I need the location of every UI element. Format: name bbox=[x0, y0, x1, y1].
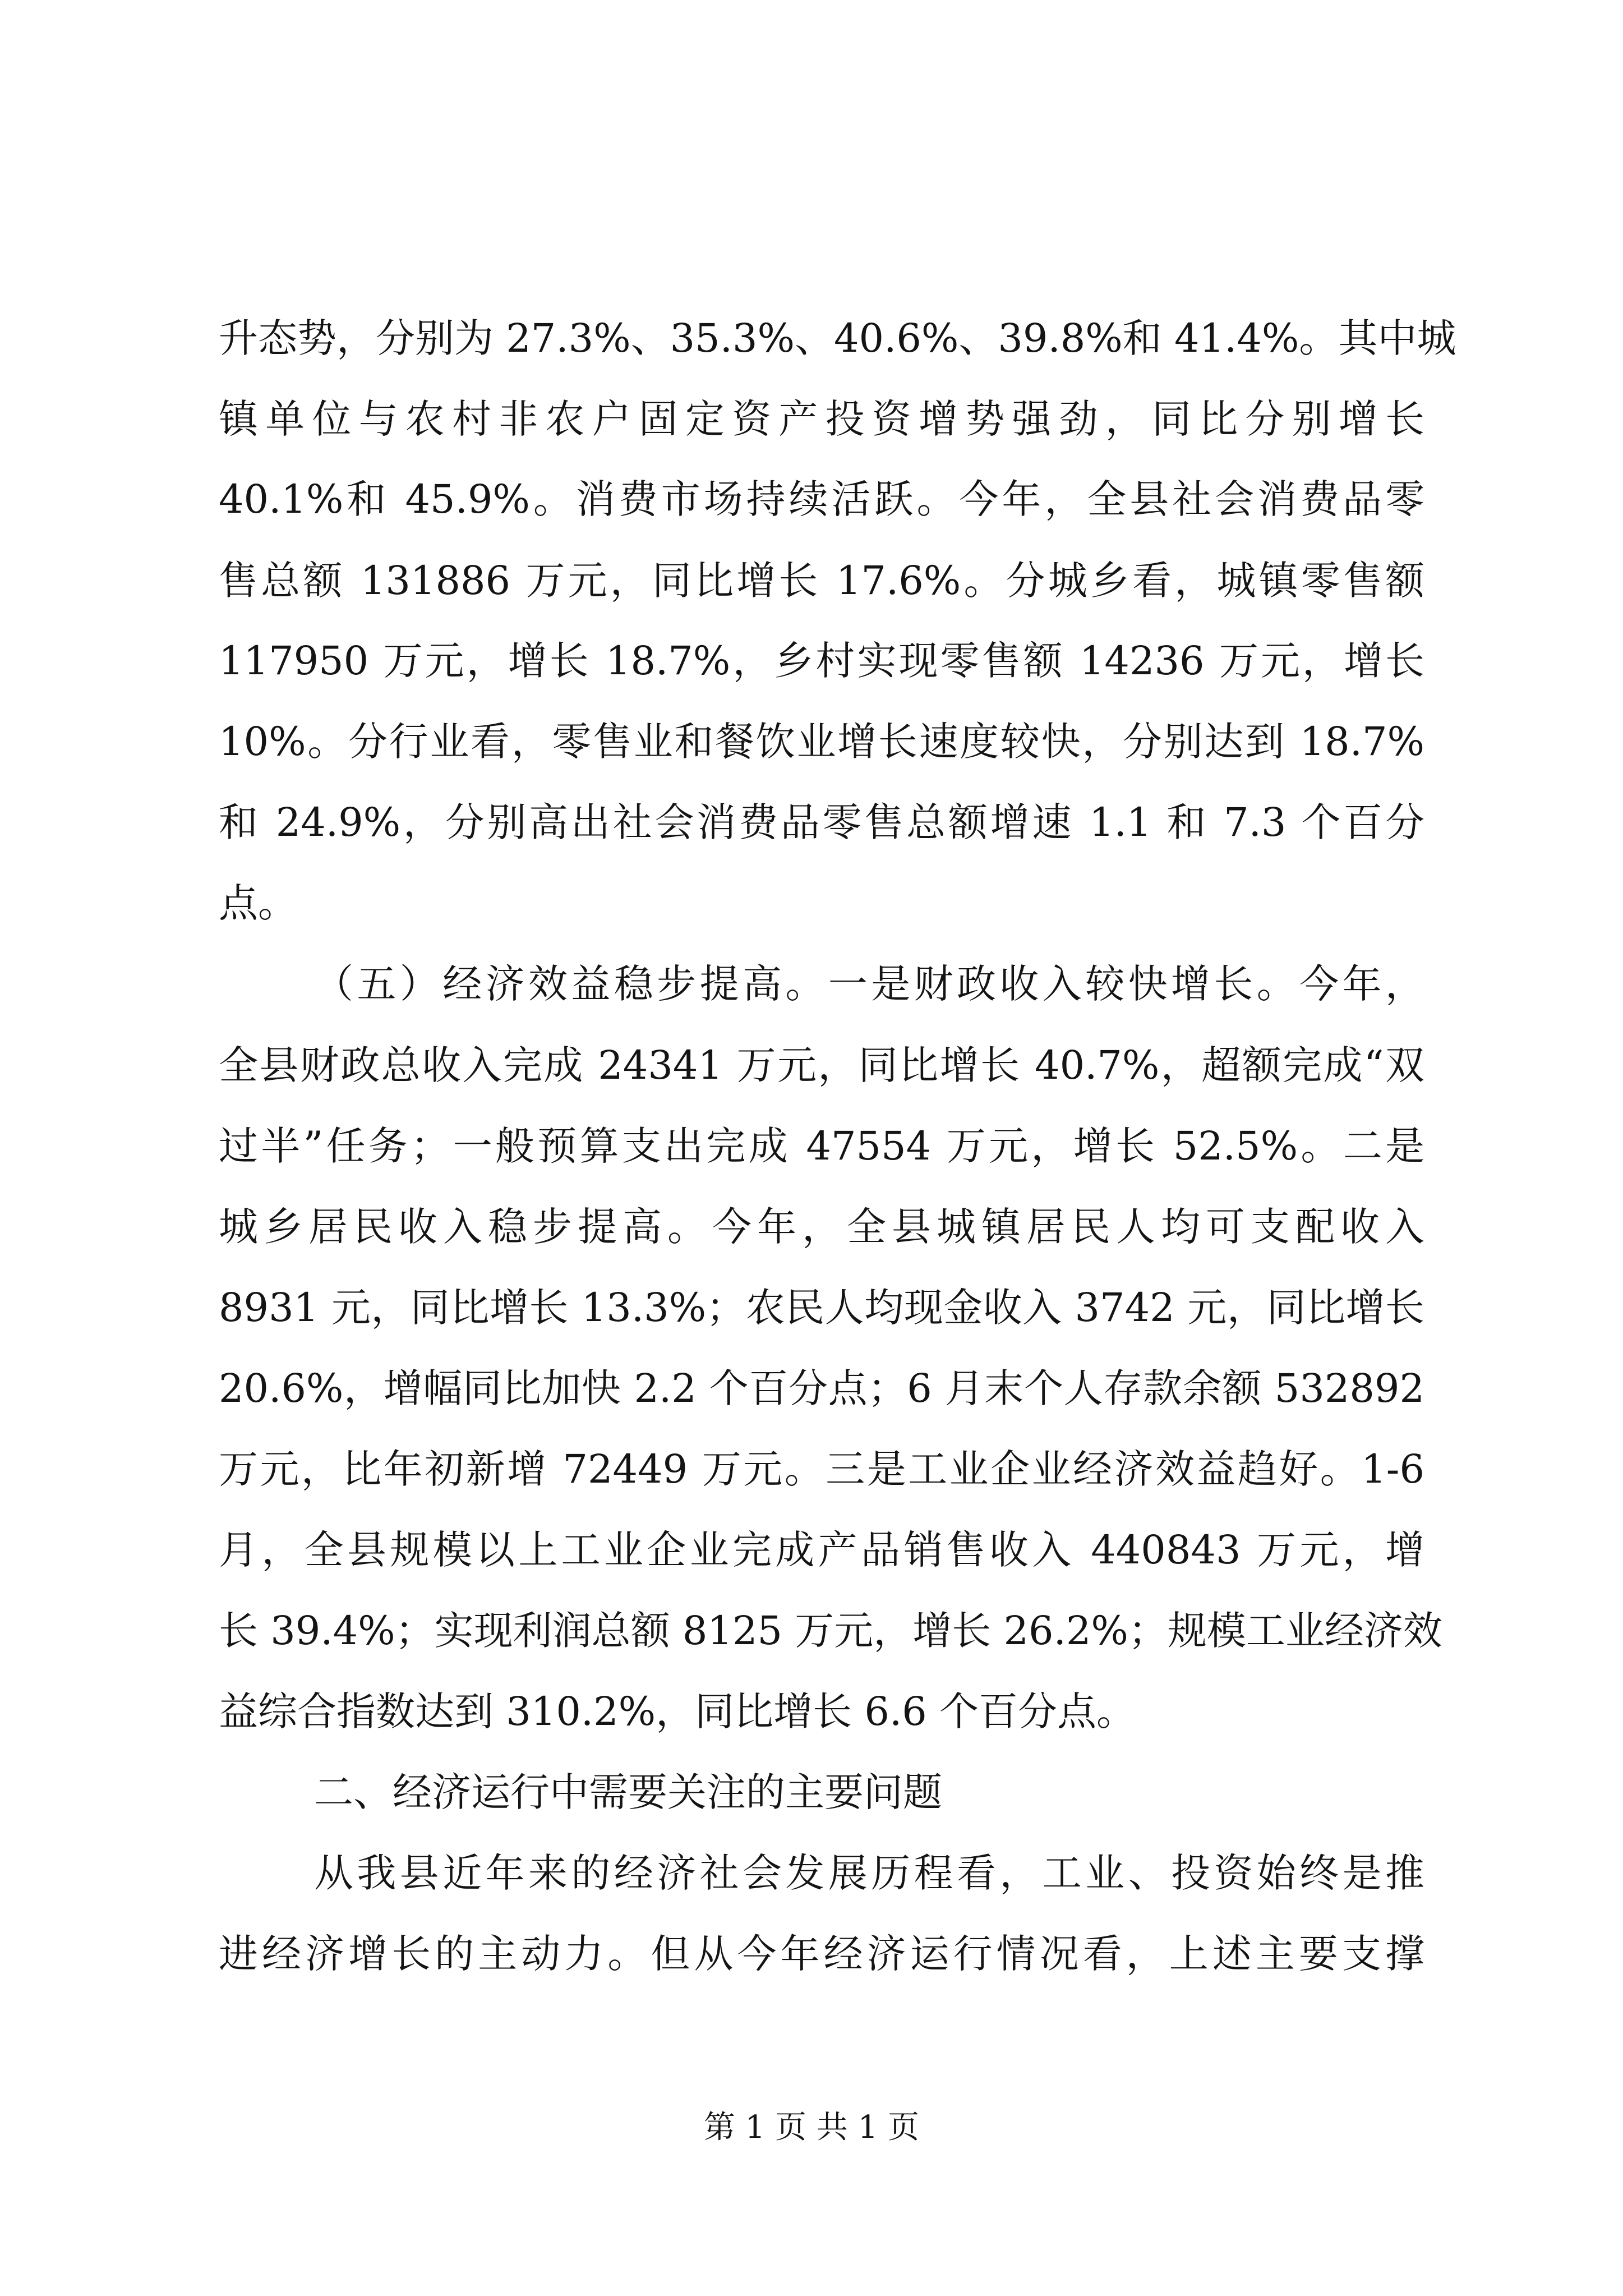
text-line: 城乡居民收入稳步提高。今年，全县城镇居民人均可支配收入 bbox=[219, 1204, 1424, 1250]
text-line: 益综合指数达到 310.2%，同比增长 6.6 个百分点。 bbox=[219, 1688, 1136, 1734]
text-line: 售总额 131886 万元，同比增长 17.6%。分城乡看，城镇零售额 bbox=[219, 558, 1424, 604]
text-line: 过半”任务；一般预算支出完成 47554 万元，增长 52.5%。二是 bbox=[219, 1123, 1424, 1169]
text-line: 20.6%，增幅同比加快 2.2 个百分点；6 月末个人存款余额 532892 bbox=[219, 1365, 1424, 1411]
text-line: 10%。分行业看，零售业和餐饮业增长速度较快，分别达到 18.7% bbox=[219, 719, 1424, 765]
text-line: 升态势，分别为 27.3%、35.3%、40.6%、39.8%和 41.4%。其中城 bbox=[219, 315, 1456, 361]
text-line: 8931 元，同比增长 13.3%；农民人均现金收入 3742 元，同比增长 bbox=[219, 1285, 1424, 1331]
text-line: 从我县近年来的经济社会发展历程看，工业、投资始终是推 bbox=[314, 1850, 1424, 1896]
text-line: 全县财政总收入完成 24341 万元，同比增长 40.7%，超额完成“双 bbox=[219, 1042, 1424, 1088]
text-line: 长 39.4%；实现利润总额 8125 万元，增长 26.2%；规模工业经济效 bbox=[219, 1608, 1442, 1654]
page-footer: 第 1 页 共 1 页 bbox=[703, 2109, 920, 2146]
text-line: 进经济增长的主动力。但从今年经济运行情况看，上述主要支撑 bbox=[219, 1931, 1424, 1977]
text-line: 和 24.9%，分别高出社会消费品零售总额增速 1.1 和 7.3 个百分 bbox=[219, 799, 1424, 845]
text-line: 月，全县规模以上工业企业完成产品销售收入 440843 万元，增 bbox=[219, 1527, 1424, 1573]
text-line: 117950 万元，增长 18.7%，乡村实现零售额 14236 万元，增长 bbox=[219, 638, 1424, 684]
text-line: 点。 bbox=[219, 880, 297, 926]
text-line: 镇单位与农村非农户固定资产投资增势强劲，同比分别增长 bbox=[219, 396, 1424, 442]
text-line: 40.1%和 45.9%。消费市场持续活跃。今年，全县社会消费品零 bbox=[219, 476, 1424, 522]
text-line: 万元，比年初新增 72449 万元。三是工业企业经济效益趋好。1-6 bbox=[219, 1446, 1424, 1492]
section-heading-2: 二、经济运行中需要关注的主要问题 bbox=[314, 1769, 942, 1815]
section-heading-5: （五）经济效益稳步提高。一是财政收入较快增长。今年， bbox=[314, 961, 1424, 1007]
